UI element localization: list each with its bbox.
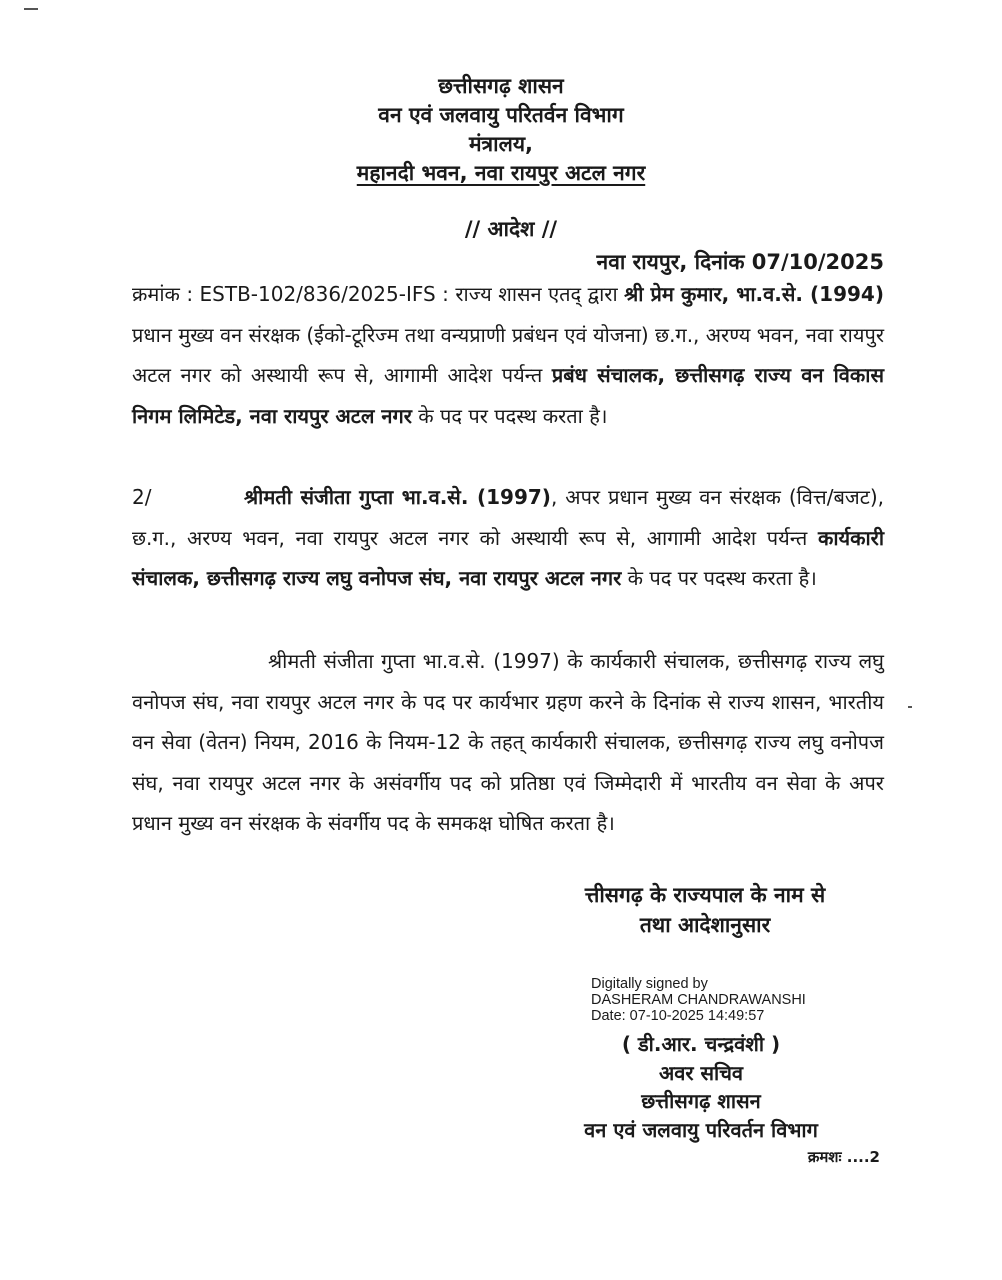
- officer-designation: अवर सचिव: [658, 1060, 744, 1085]
- letterhead: [0, 72, 1002, 188]
- office-address: महानदी भवन, नवा रायपुर अटल नगर: [356, 161, 646, 185]
- ministry-label: मंत्रालय,: [469, 132, 533, 156]
- place-date: नवा रायपुर, दिनांक 07/10/2025: [596, 250, 884, 274]
- signature-date: Date: 07-10-2025 14:49:57: [591, 1008, 765, 1024]
- officer-department: वन एवं जलवायु परिवर्तन विभाग: [584, 1117, 818, 1142]
- scan-mark: [24, 8, 38, 10]
- paragraph-3: [132, 641, 884, 844]
- paragraph-text: श्रीमती संजीता गुप्ता भा.व.से. (1997) के कार्यकारी संचालक, छत्तीसगढ़ राज्य लघु वनोपज संघ, नवा रायपुर अटल नगर के पद पर कार्यभार ग्रहण करने के दिनांक से राज्य शासन, भारतीय वन सेवा (वेतन) नियम, 2016 के नियम-12 के तहत् कार्यकारी संचालक, छत्तीसगढ़ राज्य लघु वनोपज संघ, नवा रायपुर अटल नगर के असंवर्गीय पद को प्रतिष्ठा एवं जिम्मेदारी में भारतीय वन सेवा के अपर प्रधान मुख्य वन संरक्षक के संवर्गीय पद के समकक्ष घोषित करता है।: [132, 649, 884, 836]
- governor-line: तथा आदेशानुसार: [639, 913, 771, 937]
- order-number-text: क्रमांक : ESTB-102/836/2025-IFS : राज्य शासन एतद् द्वारा: [132, 282, 625, 306]
- officer-name-1: श्री प्रेम कुमार, भा.व.से. (1994): [624, 282, 884, 306]
- paragraph-text: प्रधान मुख्य वन संरक्षक (ईको-टूरिज्म तथा वन्यप्राणी प्रबंधन एवं योजना) छ.ग., अरण्य भवन, नवा रायपुर अटल नगर को अस्थायी रूप से, आगामी आदेश पर्यन्त: [132, 322, 884, 388]
- governor-authority: [540, 880, 870, 940]
- paragraph-2: [132, 477, 884, 599]
- govt-name: छत्तीसगढ़ शासन: [438, 74, 564, 98]
- officer-office: छत्तीसगढ़ शासन: [641, 1089, 761, 1113]
- signer-name: DASHERAM CHANDRAWANSHI: [591, 992, 806, 1008]
- order-title: // आदेश //: [464, 217, 558, 241]
- posting-designation-1: प्रबंध संचालक, छत्तीसगढ़ राज्य वन विकास निगम लिमिटेड, नवा रायपुर अटल नगर: [132, 363, 884, 428]
- paragraph-text: के पद पर पदस्थ करता है।: [411, 403, 608, 428]
- governor-line: त्तीसगढ़ के राज्यपाल के नाम से: [584, 883, 826, 907]
- paragraph-text: , अपर प्रधान मुख्य वन संरक्षक (वित्त/बजट), छ.ग., अरण्य भवन, नवा रायपुर अटल नगर को अस्थायी रूप से, आगामी आदेश पर्यन्त: [132, 485, 884, 550]
- officer-name-2: श्रीमती संजीता गुप्ता भा.व.से. (1997): [244, 485, 551, 509]
- paragraph-number: 2/: [132, 485, 152, 509]
- posting-designation-2: कार्यकारी संचालक, छत्तीसगढ़ राज्य लघु वनोपज संघ, नवा रायपुर अटल नगर: [132, 525, 884, 591]
- digital-signature: [591, 976, 806, 1024]
- signing-officer: [560, 1030, 842, 1144]
- department-name: वन एवं जलवायु परितर्वन विभाग: [378, 103, 624, 127]
- signature-label: Digitally signed by: [591, 976, 708, 992]
- paragraph-text: के पद पर पदस्थ करता है।: [621, 566, 817, 591]
- paragraph-1: [132, 274, 884, 436]
- officer-name: ( डी.आर. चन्द्रवंशी ): [621, 1032, 781, 1056]
- scan-mark: [908, 706, 912, 708]
- continued-marker: क्रमशः ....2: [807, 1148, 880, 1166]
